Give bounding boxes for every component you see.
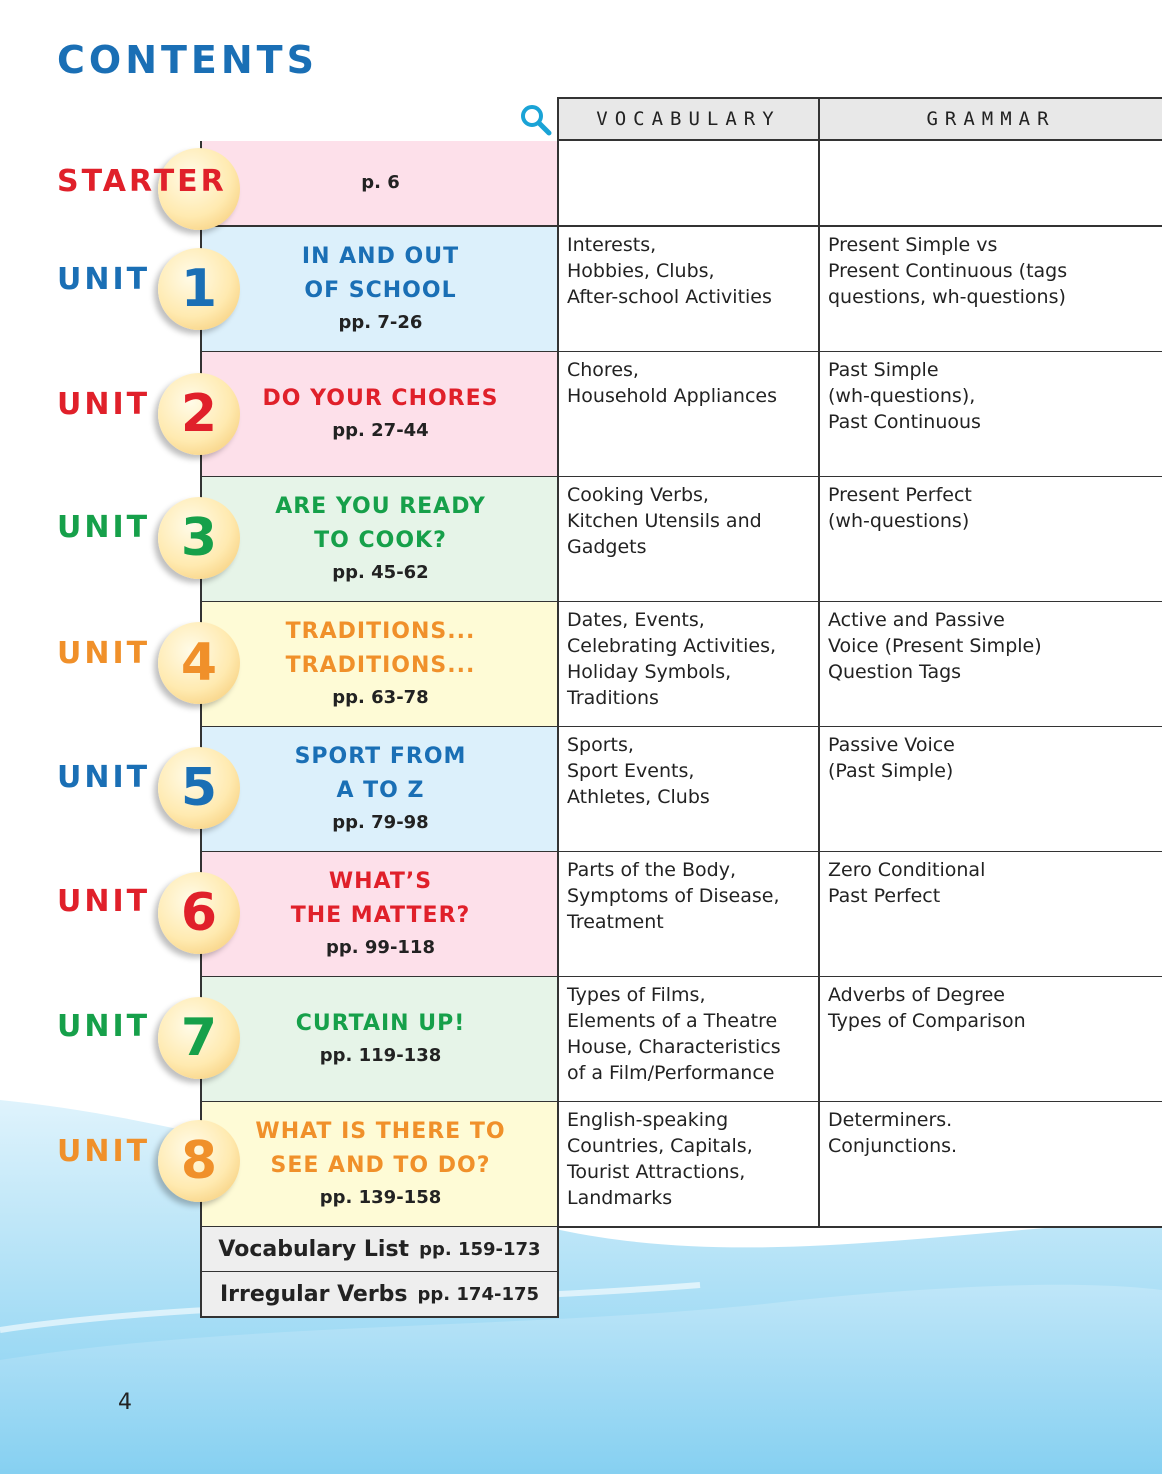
unit-number-badge (150, 489, 248, 587)
unit-label: UNIT (57, 1134, 151, 1169)
unit-number: 6 (180, 883, 218, 943)
extra-label: Irregular Verbs (219, 1281, 408, 1307)
unit-number-badge (150, 989, 248, 1087)
unit-title: WHAT IS THERE TO SEE AND TO DO? (255, 1119, 506, 1178)
badge-circle (158, 997, 240, 1079)
extra-label: Vocabulary List (218, 1236, 410, 1262)
vocabulary-cell: Types of Films, Elements of a Theatre House, Characteristics of a Film/Performance (557, 977, 820, 1103)
vocabulary-cell: Chores, Household Appliances (557, 352, 820, 478)
extra-pages: pp. 159-173 (419, 1238, 541, 1260)
unit-title-cell (200, 852, 559, 978)
extra-pages: pp. 174-175 (417, 1283, 540, 1305)
unit-number: 5 (180, 758, 218, 818)
page-number: 4 (118, 1390, 132, 1415)
unit-number: 4 (180, 633, 218, 693)
unit-title: DO YOUR CHORES (262, 386, 499, 411)
grammar-header: GRAMMAR (818, 97, 1162, 141)
unit-pages: pp. 139-158 (319, 1187, 442, 1208)
unit-pages: pp. 99-118 (326, 937, 435, 958)
unit-pages: pp. 79-98 (332, 812, 429, 833)
unit-number-badge (150, 1112, 248, 1210)
badge-circle (158, 497, 240, 579)
vocabulary-cell: Parts of the Body, Symptoms of Disease, Treatment (557, 852, 820, 978)
unit-title: CURTAIN UP! (295, 1011, 466, 1036)
starter-title-cell (200, 141, 559, 227)
unit-pages: pp. 119-138 (319, 1045, 442, 1066)
unit-title-cell (200, 602, 559, 728)
unit-number: 3 (180, 508, 218, 568)
unit-pages: p. 6 (361, 172, 400, 193)
unit-label: UNIT (57, 262, 151, 297)
unit-title-cell (200, 977, 559, 1103)
unit-pages: pp. 7-26 (338, 312, 423, 333)
search-icon (518, 102, 552, 136)
page-title: CONTENTS (57, 38, 318, 82)
badge-circle (158, 373, 240, 455)
unit-title: TRADITIONS... TRADITIONS... (285, 619, 476, 678)
grammar-cell: Determiners. Conjunctions. (818, 1102, 1162, 1228)
unit-number-badge (150, 864, 248, 962)
vocabulary-cell: Interests, Hobbies, Clubs, After-school Activities (557, 227, 820, 353)
grammar-cell (818, 141, 1162, 227)
unit-title: IN AND OUT OF SCHOOL (301, 244, 460, 303)
unit-number: 7 (180, 1008, 218, 1068)
unit-label: UNIT (57, 510, 151, 545)
unit-title: ARE YOU READY TO COOK? (275, 494, 486, 553)
grammar-cell: Zero Conditional Past Perfect (818, 852, 1162, 978)
unit-number-badge (150, 365, 248, 463)
unit-title: SPORT FROM A TO Z (294, 744, 467, 803)
unit-title-cell (200, 727, 559, 853)
grammar-cell: Past Simple (wh-questions), Past Continuous (818, 352, 1162, 478)
unit-label: UNIT (57, 1009, 151, 1044)
badge-circle (158, 622, 240, 704)
irregular-verbs-row (200, 1272, 559, 1318)
unit-title-cell (200, 352, 559, 478)
vocabulary-header: VOCABULARY (557, 97, 820, 141)
unit-number-badge (150, 739, 248, 837)
unit-label: UNIT (57, 636, 151, 671)
grammar-cell: Passive Voice (Past Simple) (818, 727, 1162, 853)
unit-number: 2 (180, 384, 218, 444)
unit-title: WHAT’S THE MATTER? (290, 869, 471, 928)
badge-circle (158, 1120, 240, 1202)
vocabulary-cell: English-speaking Countries, Capitals, Tourist Attractions, Landmarks (557, 1102, 820, 1228)
grammar-cell: Active and Passive Voice (Present Simple) Question Tags (818, 602, 1162, 728)
badge-circle (158, 248, 240, 330)
vocabulary-list-row (200, 1227, 559, 1273)
unit-number-badge (150, 614, 248, 712)
unit-pages: pp. 45-62 (332, 562, 429, 583)
unit-label: UNIT (57, 387, 151, 422)
vocabulary-cell: Dates, Events, Celebrating Activities, Holiday Symbols, Traditions (557, 602, 820, 728)
badge-circle (158, 872, 240, 954)
unit-number: 8 (180, 1131, 218, 1191)
unit-pages: pp. 63-78 (332, 687, 429, 708)
grammar-cell: Adverbs of Degree Types of Comparison (818, 977, 1162, 1103)
vocabulary-cell: Cooking Verbs, Kitchen Utensils and Gadgets (557, 477, 820, 603)
unit-label: UNIT (57, 760, 151, 795)
grammar-cell: Present Perfect (wh-questions) (818, 477, 1162, 603)
unit-number-badge (150, 240, 248, 338)
badge-circle (158, 747, 240, 829)
vocabulary-cell: Sports, Sport Events, Athletes, Clubs (557, 727, 820, 853)
unit-pages: pp. 27-44 (332, 420, 429, 441)
unit-number: 1 (180, 259, 218, 319)
starter-label: STARTER (57, 164, 227, 199)
unit-title-cell (200, 477, 559, 603)
vocabulary-cell (557, 141, 820, 227)
unit-title-cell (200, 1102, 559, 1228)
unit-title-cell (200, 227, 559, 353)
unit-label: UNIT (57, 884, 151, 919)
grammar-cell: Present Simple vs Present Continuous (tags questions, wh-questions) (818, 227, 1162, 353)
